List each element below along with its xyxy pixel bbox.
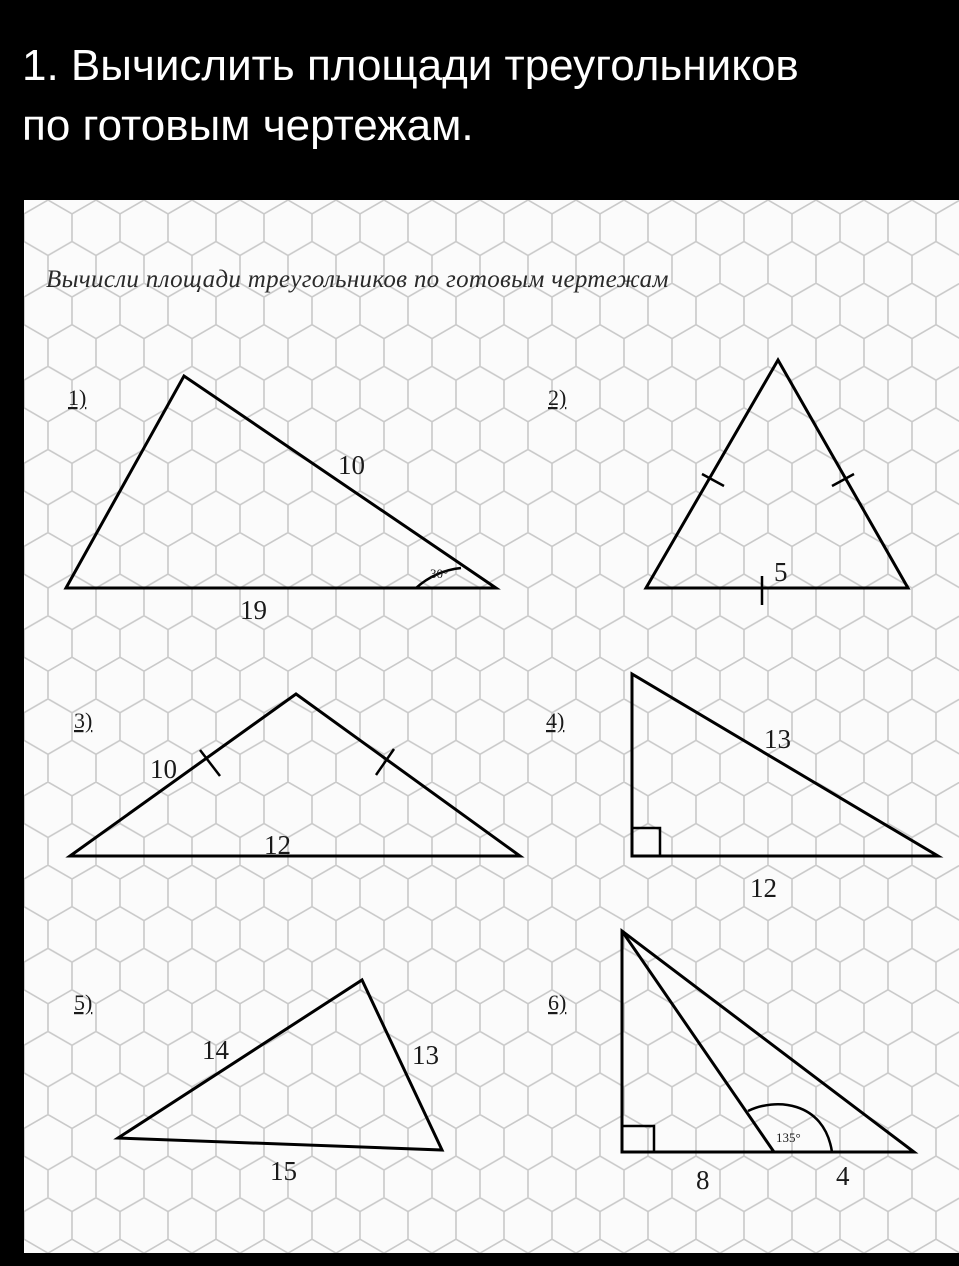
worksheet-drawing [24,200,959,1253]
measure-label-4-base-12: 12 [750,873,777,903]
problem-label-5: 5) [74,990,93,1015]
task-title [22,36,942,156]
task-title-line-1: 1. Вычислить площади треугольников [22,41,799,90]
measure-label-3-side-10: 10 [150,754,177,784]
hex-grid-background [24,200,959,1253]
problem-label-4: 4) [546,708,565,733]
problem-label-6: 6) [548,990,567,1015]
angle-label-6: 135° [776,1130,801,1145]
worksheet-image [24,200,959,1253]
measure-label-1-base-19: 19 [240,595,267,625]
problem-label-1: 1) [68,385,87,410]
worksheet-heading: Вычисли площади треугольников по готовым чертежам [46,266,669,293]
measure-label-2-side-5: 5 [774,557,788,587]
measure-label-5-base-15: 15 [270,1156,297,1186]
measure-label-6-seg-4: 4 [836,1161,850,1191]
measure-label-5-side-14: 14 [202,1035,229,1065]
angle-label-1: 30° [430,566,449,581]
problem-label-2: 2) [548,385,567,410]
task-title-line-2: по готовым чертежам. [22,101,474,150]
measure-label-6-seg-8: 8 [696,1165,710,1195]
measure-label-3-base-12: 12 [264,830,291,860]
measure-label-5-side-13: 13 [412,1040,439,1070]
measure-label-4-hyp-13: 13 [764,724,791,754]
measure-label-1-side-10: 10 [338,450,365,480]
problem-label-3: 3) [74,708,93,733]
